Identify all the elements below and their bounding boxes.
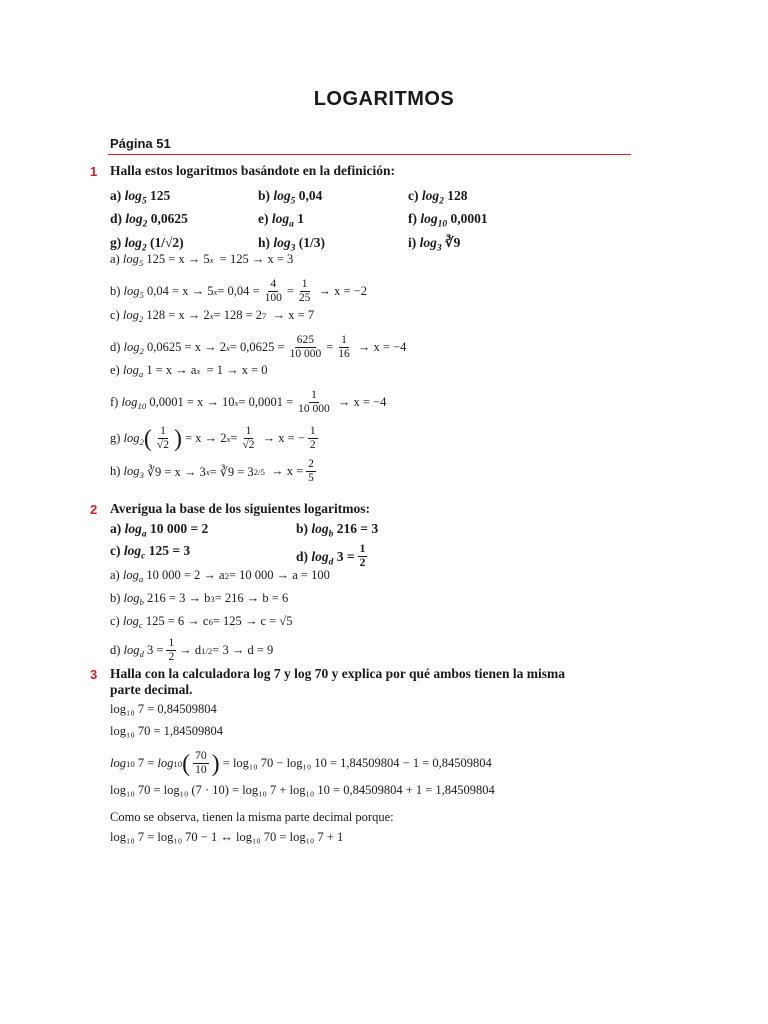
solution-label: d) — [110, 643, 124, 658]
option-label: i) — [408, 235, 420, 250]
log-function: log — [273, 235, 291, 250]
solution-label: a) — [110, 568, 123, 582]
log-base: 5 — [138, 258, 144, 269]
log-base: 10 — [437, 219, 448, 230]
red-divider — [108, 154, 631, 155]
option-label: a) — [110, 188, 125, 203]
log-base: 2 — [139, 437, 144, 448]
fraction — [336, 334, 352, 361]
option-argument: 0,0001 — [447, 211, 488, 226]
solution-text: = — [230, 431, 238, 446]
option-argument: 0,04 — [295, 188, 323, 203]
option-label: f) — [408, 211, 421, 226]
option-argument: 0,0625 — [147, 211, 188, 226]
solution-label: g) — [110, 431, 124, 446]
option-label: g) — [110, 235, 125, 250]
exercise-1-statement: Halla estos logaritmos basándote en la definición: — [110, 163, 396, 178]
log-base: c — [141, 551, 146, 562]
ex3-frac-num: 70 — [193, 750, 209, 764]
solution-text: = ∛9 = 3 — [209, 464, 254, 479]
log-function: log — [421, 188, 440, 203]
fraction-denominator: √2 — [156, 439, 169, 452]
exercise-2-solution: b) $\log_b$ 216 = 3 → b 3 = 216 → b = 6 — [110, 591, 289, 608]
fraction-numerator: 625 — [295, 334, 316, 348]
option-argument: 128 — [443, 188, 468, 203]
solution-label: e) — [110, 363, 123, 377]
solution-text: = 128 = 2 — [213, 308, 263, 322]
solution-result: = 1 → x = 0 — [200, 363, 268, 377]
equals: = — [286, 284, 294, 299]
log-base: 2 — [439, 196, 444, 207]
log-function: log — [420, 211, 438, 226]
exercise-1-solution: h) $\log_3$ ∛9 = x → 3 x = ∛9 = 3 2/5 → x = $\frac{2}{5}$ — [110, 458, 314, 485]
fraction-denominator: 100 — [264, 292, 282, 305]
solution-result: → x = −4 — [354, 340, 407, 355]
log-function: log — [122, 363, 139, 377]
fraction-numerator: 2 — [306, 458, 316, 472]
solution-label: b) — [110, 284, 124, 299]
fraction — [155, 425, 171, 452]
log-base: 10 — [137, 401, 147, 412]
solution-text: = 0,04 = — [217, 284, 260, 299]
exercise-1-option — [110, 235, 184, 254]
exercise-2-option — [110, 543, 191, 562]
option-label: h) — [258, 235, 274, 250]
fraction-denominator: 25 — [298, 292, 311, 305]
ex3-frac-den: 10 — [195, 764, 207, 777]
log-base: 2 — [141, 243, 147, 254]
solution-text: 10 000 = 2 → a — [143, 568, 225, 582]
log-function: log — [125, 211, 143, 226]
solution-label: d) — [110, 340, 124, 355]
option-argument: 10 000 = 2 — [146, 521, 209, 536]
fraction-numerator: 1 — [358, 543, 368, 557]
fraction-numerator: 4 — [268, 278, 278, 292]
fraction-denominator: 2 — [359, 557, 366, 570]
log-function: log — [311, 521, 329, 536]
log-base: a — [289, 219, 294, 230]
fraction-denominator: 10 000 — [289, 348, 322, 361]
exercise-1-solution: d) $\log_2$ 0,0625 = x → 2 x = 0,0625 = $\frac{625}{10 000}$ = $\frac{1}{16}$ → x = −4 — [110, 334, 407, 361]
option-label: d) — [296, 548, 312, 564]
fraction-denominator: 5 — [308, 472, 314, 485]
ex3-line-3: log 10 7 = log 10 ( $\frac{70}{10}$ ) = log₁₀ 70 − log₁₀ 10 = 1,84509804 − 1 = 0,84509804 — [110, 750, 492, 777]
solution-text: 128 = x → 2 — [143, 308, 210, 322]
fraction-denominator: 2 — [168, 651, 175, 664]
log-base: 3 — [290, 243, 296, 254]
log-base: b — [328, 529, 334, 540]
log-function: log — [123, 340, 140, 355]
exercise-2-option — [110, 521, 209, 540]
option-label: c) — [110, 543, 124, 558]
log-base: 3 — [436, 243, 442, 254]
exercise-1-option — [258, 188, 323, 207]
log-function: log — [123, 284, 140, 299]
exercise-1-option — [258, 235, 325, 254]
solution-text: 3 = — [143, 643, 164, 658]
option-label: b) — [258, 188, 274, 203]
solution-label: c) — [110, 614, 123, 628]
fraction — [358, 543, 368, 570]
log-base: c — [138, 620, 143, 631]
log-function: log — [124, 521, 142, 536]
option-argument: 125 — [146, 188, 171, 203]
exercise-2-solution: a) $\log_a$ 10 000 = 2 → a 2 = 10 000 → a = 100 — [110, 568, 330, 585]
solution-result: = 3 → d = 9 — [212, 643, 274, 658]
solution-text: → d — [179, 643, 202, 658]
solution-result: → x = −2 — [315, 284, 368, 299]
exercise-1-solution: c) $\log_2$ 128 = x → 2 x = 128 = 2 7 → x = 7 — [110, 308, 315, 325]
exercise-1-option — [408, 188, 468, 207]
option-label: e) — [258, 211, 272, 226]
log-function: log — [123, 591, 140, 605]
solution-text: 0,0001 = x → 10 — [146, 395, 235, 410]
option-argument: (1/3) — [295, 235, 325, 250]
exercise-1-solution: b) $\log_5$ 0,04 = x → 5 x = 0,04 = $\frac{4}{100}$ = $\frac{1}{25}$ → x = −2 — [110, 278, 368, 305]
ex3-line-5: Como se observa, tienen la misma parte decimal porque: — [110, 810, 394, 824]
log-base: a — [141, 529, 147, 540]
log-function: log — [273, 188, 291, 203]
option-argument: (1/√2) — [146, 235, 184, 250]
solution-text: 125 = x → 5 — [143, 252, 210, 266]
log-base: 5 — [290, 196, 296, 207]
ex3-line-2: log₁₀ 70 = 1,84509804 — [110, 724, 223, 738]
fraction-denominator: 10 000 — [298, 403, 330, 416]
option-label: c) — [408, 188, 422, 203]
log-function: log — [311, 548, 329, 564]
solution-label: c) — [110, 308, 123, 322]
option-argument: ∛9 — [441, 235, 461, 250]
option-label: d) — [110, 211, 126, 226]
exercise-1-solution: e) $\log_a$ 1 = x → a x = 1 → x = 0 — [110, 363, 268, 380]
ex3-line-4: log₁₀ 70 = log₁₀ (7 · 10) = log₁₀ 7 + log₁₀ 10 = 0,84509804 + 1 = 1,84509804 — [110, 783, 495, 797]
exercise-2-number: 2 — [90, 502, 98, 517]
log-base: b — [139, 597, 144, 608]
solution-result: = 125 → x = 3 — [213, 252, 294, 266]
log-function: log — [122, 252, 139, 266]
exercise-2-option — [296, 521, 379, 540]
fraction — [296, 389, 332, 416]
solution-result: → x = −4 — [334, 395, 387, 410]
log-base: 2 — [142, 219, 148, 230]
exercise-1-option — [258, 211, 304, 230]
solution-label: f) — [110, 395, 122, 410]
fraction-numerator: 1 — [300, 278, 310, 292]
exercise-1-option — [110, 211, 188, 230]
solution-result: = 10 000 → a = 100 — [228, 568, 330, 582]
log-function: log — [123, 543, 142, 558]
paren-close: ) — [173, 425, 182, 452]
log-function: log — [124, 235, 142, 250]
option-argument: 216 = 3 — [333, 521, 379, 536]
exercise-1-number: 1 — [90, 164, 98, 179]
log-base: 5 — [139, 290, 144, 301]
solution-label: b) — [110, 591, 124, 605]
log-function: log — [271, 211, 290, 226]
exercise-2-statement: Averigua la base de los siguientes logaritmos: — [110, 501, 370, 516]
page-title: LOGARITMOS — [313, 88, 455, 110]
equals: = — [326, 340, 334, 355]
log-base: 2 — [138, 314, 144, 325]
log-base: 5 — [141, 196, 147, 207]
fraction-numerator: 1 — [158, 425, 168, 439]
solution-result: → x = − — [259, 431, 305, 446]
fraction — [308, 425, 318, 452]
log-base: 3 — [139, 470, 144, 481]
solution-result: → x = — [264, 464, 304, 479]
exercise-1-option — [408, 235, 461, 254]
exercise-3-number: 3 — [90, 667, 98, 682]
solution-text: = 0,0001 = — [238, 395, 294, 410]
option-argument: 1 — [293, 211, 304, 226]
fraction — [240, 425, 256, 452]
fraction-numerator: 1 — [339, 334, 349, 348]
fraction-denominator: 16 — [338, 348, 350, 361]
fraction — [297, 278, 313, 305]
log-function: log — [124, 188, 142, 203]
exercise-1-solution: g) $\log_2$ ( $\frac{1}{√2}$ ) = x → 2 x = $\frac{1}{√2}$ → x = − $\frac{1}{2}$ — [110, 425, 316, 452]
fraction — [288, 334, 324, 361]
log-base: a — [138, 369, 144, 380]
solution-text: ∛9 = x → 3 — [143, 464, 206, 479]
fraction-denominator: √2 — [242, 439, 255, 452]
exercise-2-solution: d) $\log_d$ 3 = $\frac{1}{2}$ → d 1/2 = 3 → d = 9 — [110, 637, 274, 664]
log-function: log — [123, 431, 140, 446]
log-function: log — [122, 568, 139, 582]
solution-text: 216 = 3 → b — [143, 591, 211, 605]
solution-result: → x = 7 — [266, 308, 315, 322]
solution-text: 1 = x → a — [143, 363, 197, 377]
option-label: a) — [110, 521, 125, 536]
log-base: a — [138, 574, 144, 585]
solution-text: 125 = 6 → c — [142, 614, 209, 628]
solution-text: 0,04 = x → 5 — [143, 284, 214, 299]
log-base: d — [139, 649, 144, 660]
ex3-line-6: log₁₀ 7 = log₁₀ 70 − 1 ↔ log₁₀ 70 = log₁₀ 7 + 1 — [110, 830, 344, 844]
fraction-numerator: 1 — [309, 389, 319, 403]
exercise-2-option — [296, 543, 370, 570]
option-argument: 3 = — [333, 548, 355, 564]
exercise-1-solution: f) $\log_{10}$ 0,0001 = x → 10 x = 0,0001 = $\frac{1}{10 000}$ → x = −4 — [110, 389, 387, 416]
log-function: log — [121, 395, 138, 410]
log-function: log — [122, 614, 139, 628]
solution-text: 0,0625 = x → 2 — [143, 340, 226, 355]
ex3-line-3-text: = log₁₀ 70 − log₁₀ 10 = 1,84509804 − 1 = 0,84509804 — [222, 756, 492, 771]
page-number-label: Página 51 — [110, 136, 171, 151]
fraction — [263, 278, 284, 305]
fraction — [166, 637, 176, 664]
fraction-numerator: 1 — [244, 425, 254, 439]
solution-label: h) — [110, 464, 124, 479]
solution-label: a) — [110, 252, 123, 266]
fraction-denominator: 2 — [309, 439, 316, 452]
option-argument: 125 = 3 — [145, 543, 191, 558]
fraction-numerator: 1 — [308, 425, 318, 439]
exercise-1-solution: a) $\log_5$ 125 = x → 5 x = 125 → x = 3 — [110, 252, 294, 269]
fraction — [306, 458, 316, 485]
log-function: log — [122, 308, 139, 322]
fraction-numerator: 1 — [166, 637, 176, 651]
solution-text: = x → 2 — [181, 431, 227, 446]
exercise-2-solution: c) $\log_c$ 125 = 6 → c 6 = 125 → c = √5 — [110, 614, 293, 631]
log-function: log — [123, 464, 140, 479]
exercise-1-option — [110, 188, 171, 207]
option-label: b) — [296, 521, 312, 536]
solution-result: = 216 → b = 6 — [214, 591, 289, 605]
log-base: d — [328, 557, 334, 568]
exercise-1-option — [408, 211, 488, 230]
exercise-3-statement: Halla con la calculadora log 7 y log 70 y explica por qué ambos tienen la misma parte decimal. — [110, 666, 566, 697]
log-function: log — [123, 643, 140, 658]
paren-open: ( — [143, 425, 152, 452]
log-base: 2 — [139, 346, 144, 357]
ex3-line-1: log₁₀ 7 = 0,84509804 — [110, 702, 217, 716]
solution-text: = 0,0625 = — [229, 340, 285, 355]
solution-result: = 125 → c = √5 — [212, 614, 293, 628]
log-function: log — [419, 235, 437, 250]
